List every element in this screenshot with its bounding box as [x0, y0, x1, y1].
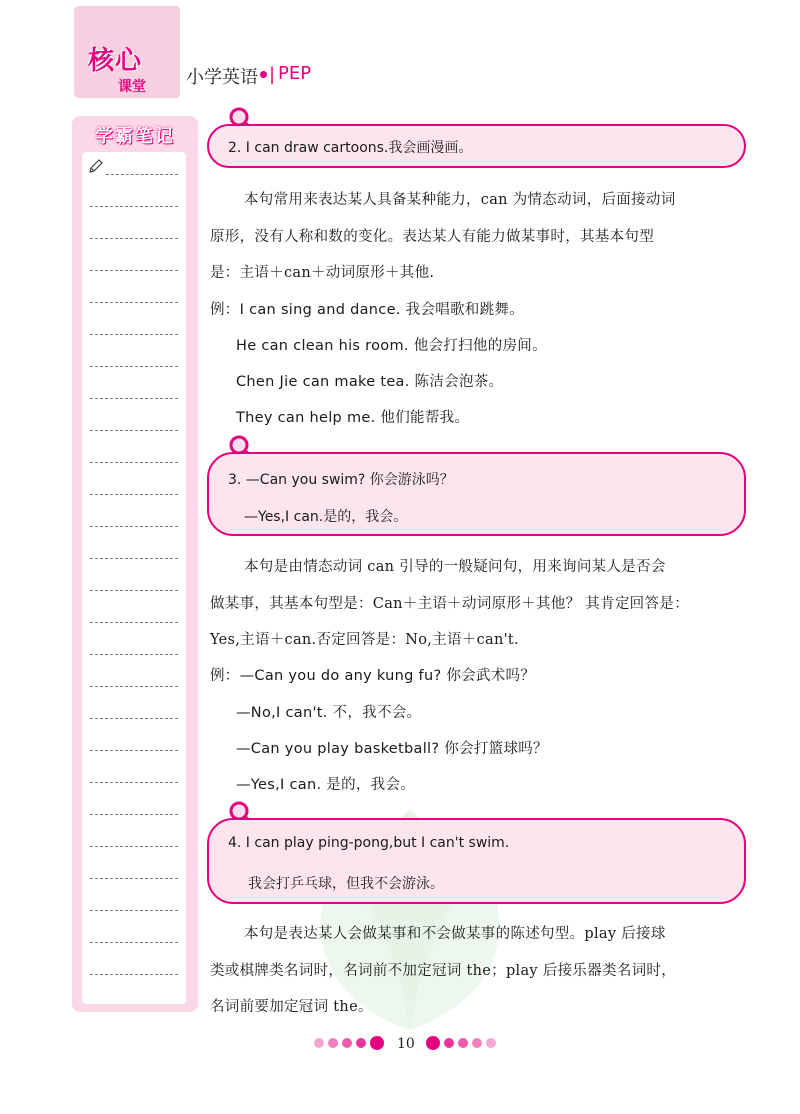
notes-sidebar	[72, 116, 198, 1012]
note-line	[90, 814, 178, 815]
example-line: Chen Jie can make tea. 陈洁会泡茶。	[236, 374, 504, 390]
explanation-line: 做某事，其基本句型是：Can＋主语＋动词原形＋其他？ 其肯定回答是：	[210, 596, 689, 612]
example-line: —Yes,I can. 是的，我会。	[236, 777, 416, 793]
note-line	[106, 174, 178, 175]
sidebar-title: 学霸笔记	[95, 126, 175, 147]
note-line	[90, 846, 178, 847]
note-line	[90, 974, 178, 975]
explanation-line: 本句是表达某人会做某事和不会做某事的陈述句型。play 后接球	[244, 926, 666, 942]
example-line: —No,I can't. 不，我不会。	[236, 705, 422, 721]
header-dot	[260, 71, 267, 78]
explanation-line: 本句常用来表达某人具备某种能力，can 为情态动词，后面接动词	[244, 192, 676, 208]
note-line	[90, 270, 178, 271]
footer-dot	[486, 1038, 496, 1048]
note-line	[90, 686, 178, 687]
note-line	[90, 494, 178, 495]
example-line: —Can you play basketball? 你会打篮球吗？	[236, 741, 548, 757]
note-line	[90, 558, 178, 559]
logo	[74, 6, 180, 98]
pencil-icon	[88, 158, 104, 174]
note-line	[90, 878, 178, 879]
explanation-line: 原形，没有人称和数的变化。表达某人有能力做某事时，其基本句型	[210, 229, 654, 245]
footer-dot	[314, 1038, 324, 1048]
footer-dot	[342, 1038, 352, 1048]
footer-dot	[458, 1038, 468, 1048]
footer-dot	[444, 1038, 454, 1048]
explanation-line: 本句是由情态动词 can 引导的一般疑问句，用来询问某人是否会	[244, 559, 666, 575]
key-sentence-line: —Yes,I can.是的，我会。	[244, 509, 408, 525]
logo-sub-text: 课堂	[118, 79, 146, 95]
explanation-line: Yes,主语＋can.否定回答是：No,主语＋can't.	[210, 632, 519, 648]
note-line	[90, 718, 178, 719]
note-line	[90, 398, 178, 399]
note-line	[90, 238, 178, 239]
example-line: They can help me. 他们能帮我。	[236, 410, 470, 426]
note-line	[90, 750, 178, 751]
note-line	[90, 366, 178, 367]
footer-dot	[370, 1036, 384, 1050]
key-sentence-line: 4. I can play ping-pong,but I can't swim.	[228, 835, 510, 851]
footer-dot	[426, 1036, 440, 1050]
key-sentence-line: 2. I can draw cartoons.我会画漫画。	[228, 140, 473, 156]
note-line	[90, 622, 178, 623]
header-separator: |	[269, 64, 276, 85]
example-line: 例：I can sing and dance. 我会唱歌和跳舞。	[210, 302, 525, 318]
key-sentence-line: 3. —Can you swim? 你会游泳吗？	[228, 472, 454, 488]
note-line	[90, 942, 178, 943]
notes-area	[82, 152, 186, 1004]
note-line	[90, 590, 178, 591]
note-line	[90, 302, 178, 303]
header-edition: PEP	[278, 63, 312, 84]
explanation-line: 类或棋牌类名词时，名词前不加定冠词 the；play 后接乐器类名词时，	[210, 963, 677, 979]
note-line	[90, 654, 178, 655]
footer-dot	[328, 1038, 338, 1048]
note-line	[90, 526, 178, 527]
logo-main-text: 核心	[88, 46, 143, 76]
explanation-line: 名词前要加定冠词 the。	[210, 999, 373, 1015]
note-line	[90, 430, 178, 431]
note-line	[90, 334, 178, 335]
page-footer	[0, 1036, 800, 1050]
example-line: He can clean his room. 他会打扫他的房间。	[236, 338, 547, 354]
explanation-line: 是：主语＋can＋动词原形＋其他.	[210, 265, 435, 281]
note-line	[90, 910, 178, 911]
note-line	[90, 206, 178, 207]
footer-dot	[356, 1038, 366, 1048]
page-number: 10	[397, 1036, 415, 1052]
note-line	[90, 782, 178, 783]
footer-dot	[472, 1038, 482, 1048]
note-line	[90, 462, 178, 463]
key-sentence-line: 我会打乒乓球，但我不会游泳。	[248, 876, 444, 892]
header-subject: 小学英语	[186, 67, 258, 88]
example-line: 例：—Can you do any kung fu? 你会武术吗？	[210, 668, 536, 684]
